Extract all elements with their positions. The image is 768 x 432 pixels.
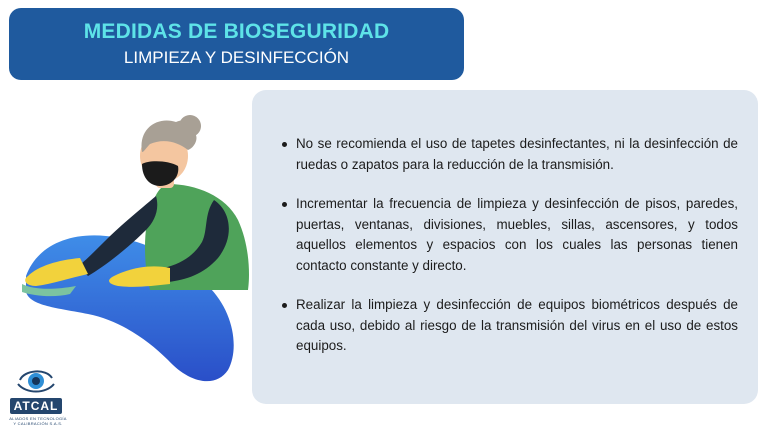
eye-logo-icon	[8, 364, 64, 424]
bullet-text: No se recomienda el uso de tapetes desinfectantes, ni la desinfección de ruedas o zapatos para la reducción de la transmisión.	[296, 136, 738, 172]
logo-tagline: ALIADOS EN TECNOLOGÍA Y CALIBRACIÓN S.A.S.	[9, 416, 67, 426]
bullet-dot-icon	[282, 303, 287, 308]
bullet-dot-icon	[282, 142, 287, 147]
bullet-item	[296, 134, 738, 175]
bullet-dot-icon	[282, 202, 287, 207]
title-banner	[9, 8, 464, 80]
person-cleaning-illustration	[18, 108, 268, 388]
logo-wordmark: ATCAL	[10, 398, 62, 414]
bullet-item	[296, 194, 738, 276]
bullet-text: Incrementar la frecuencia de limpieza y desinfección de pisos, paredes, puertas, ventanas, divisiones, muebles, sillas, ascensores, y todos aquellos elementos y espacios con los cuales las personas tienen contacto constante y directo.	[296, 196, 738, 273]
slide-title: MEDIDAS DE BIOSEGURIDAD	[83, 20, 390, 43]
hair-bun	[179, 115, 201, 137]
slide-subtitle: LIMPIEZA Y DESINFECCIÓN	[123, 48, 350, 67]
bullet-text: Realizar la limpieza y desinfección de equipos biométricos después de cada uso, debido al riesgo de la transmisión del virus en el uso de estos equipos.	[296, 297, 738, 353]
bullet-item	[296, 295, 738, 357]
bullet-list	[296, 134, 738, 357]
